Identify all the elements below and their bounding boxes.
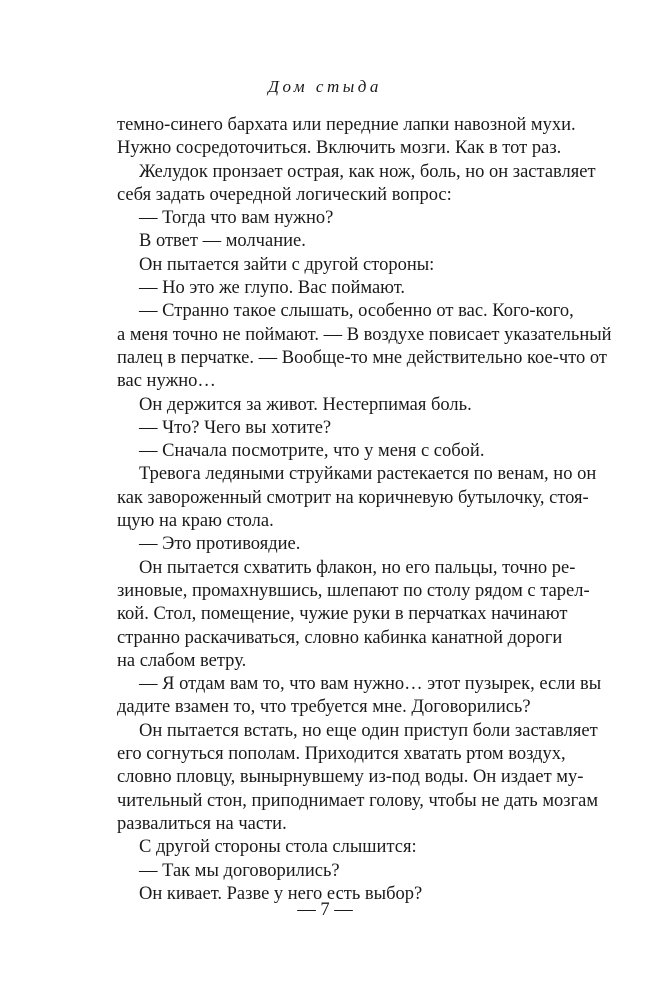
text-line: Он пытается зайти с другой стороны: <box>139 254 435 275</box>
page-number: — 7 — <box>297 900 353 920</box>
text-line: его согнуться пополам. Приходится хватать ртом воздух, <box>117 744 566 765</box>
running-head: Дом стыда <box>268 77 382 96</box>
text-line: вас нужно… <box>117 371 216 392</box>
text-line: — Сначала посмотрите, что у меня с собой. <box>139 441 485 462</box>
text-line: на слабом ветру. <box>117 650 247 671</box>
text-line: Тревога ледяными струйками растекается по венам, но он <box>139 464 597 485</box>
text-line: — Это противоядие. <box>139 534 301 555</box>
text-line: Он пытается встать, но еще один приступ боли заставляет <box>139 720 598 741</box>
text-line: кой. Стол, помещение, чужие руки в перчатках начинают <box>117 604 568 625</box>
text-line: зиновые, промахнувшись, шлепают по столу рядом с тарел- <box>117 580 590 601</box>
text-line: развалиться на части. <box>117 813 287 834</box>
text-line: темно-синего бархата или передние лапки навозной мухи. <box>117 115 576 135</box>
text-line: Он пытается схватить флакон, но его пальцы, точно ре- <box>139 557 576 578</box>
text-line: Желудок пронзает острая, как нож, боль, но он заставляет <box>139 161 596 182</box>
text-line: чительный стон, приподнимает голову, чтобы не дать мозгам <box>117 790 599 811</box>
text-line: — Тогда что вам нужно? <box>139 208 334 229</box>
text-line: — Я отдам вам то, что вам нужно… этот пузырек, если вы <box>139 674 602 695</box>
text-line: щую на краю стола. <box>117 511 274 532</box>
text-line: Нужно сосредоточиться. Включить мозги. Как в тот раз. <box>117 138 562 159</box>
text-line: палец в перчатке. — Вообще-то мне действительно кое-что от <box>117 347 607 368</box>
text-line: как завороженный смотрит на коричневую бутылочку, стоя- <box>117 487 589 508</box>
body-text <box>117 114 612 906</box>
text-line: Он кивает. Разве у него есть выбор? <box>139 883 423 904</box>
text-line: дадите взамен то, что требуется мне. Договорились? <box>117 697 531 718</box>
text-line: а меня точно не поймают. — В воздухе повисает указательный <box>117 324 612 345</box>
text-line: С другой стороны стола слышится: <box>139 837 417 858</box>
text-line: — Так мы договорились? <box>139 860 340 881</box>
text-line: словно пловцу, вынырнувшему из-под воды. Он издает му- <box>117 767 584 788</box>
text-line: — Но это же глупо. Вас поймают. <box>139 278 406 299</box>
text-line: — Что? Чего вы хотите? <box>139 417 332 438</box>
text-line: Он держится за живот. Нестерпимая боль. <box>139 394 472 415</box>
text-line: В ответ — молчание. <box>139 231 306 252</box>
text-line: — Странно такое слышать, особенно от вас. Кого-кого, <box>139 301 574 322</box>
text-line: себя задать очередной логический вопрос: <box>117 184 452 205</box>
text-line: странно раскачиваться, словно кабинка канатной дороги <box>117 627 563 648</box>
